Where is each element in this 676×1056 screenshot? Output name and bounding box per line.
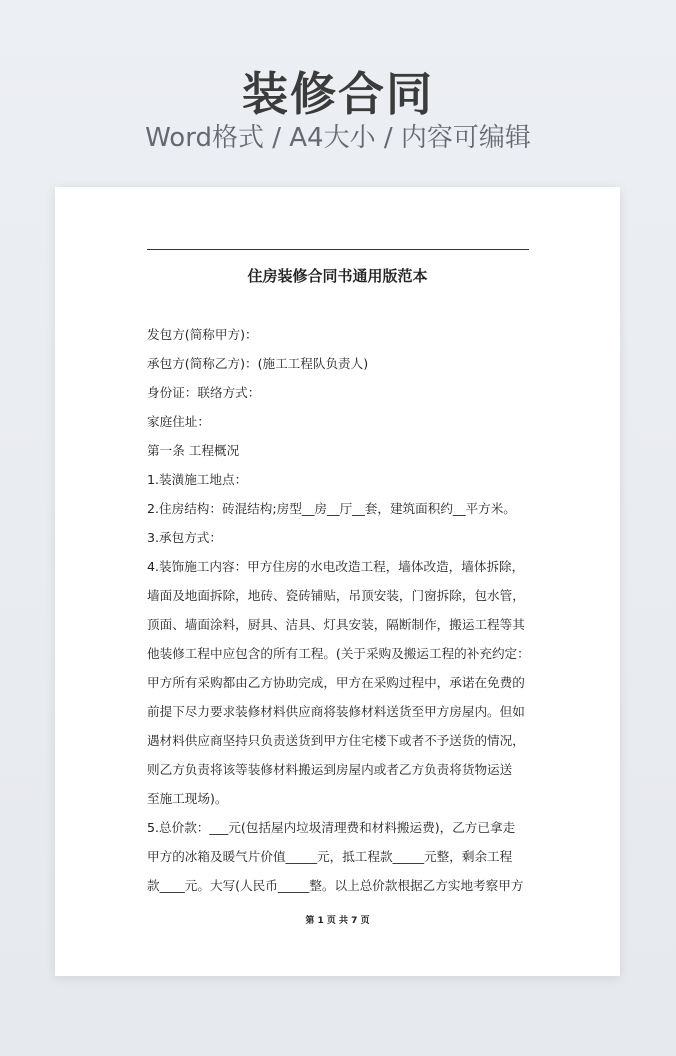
banner-title: 装修合同 <box>242 67 434 121</box>
body-line: 发包方(简称甲方)： <box>147 327 258 342</box>
page-number: 第 1 页 共 7 页 <box>305 916 370 926</box>
body-line: 遇材料供应商坚持只负责送货到甲方住宅楼下或者不予送货的情况， <box>147 733 525 748</box>
body-line: 第一条 工程概况 <box>147 443 240 458</box>
body-line: 1.装潢施工地点： <box>147 472 248 487</box>
body-line: 则乙方负责将该等装修材料搬运到房屋内或者乙方负责将货物运送 <box>147 762 513 777</box>
body-line: 款____元。大写(人民币_____整。以上总价款根据乙方实地考察甲方 <box>147 878 524 893</box>
body-line: 5.总价款：___元(包括屋内垃圾清理费和材料搬运费)，乙方已拿走 <box>147 820 516 835</box>
body-line: 至施工现场)。 <box>147 791 228 806</box>
document-title: 住房装修合同书通用版范本 <box>247 267 428 285</box>
header-rule <box>147 249 529 250</box>
body-line: 家庭住址： <box>147 414 210 429</box>
body-line: 顶面、墙面涂料，厨具、洁具、灯具安装，隔断制作，搬运工程等其 <box>147 617 525 632</box>
body-line: 甲方所有采购都由乙方协助完成，甲方在采购过程中，承诺在免费的 <box>147 675 525 690</box>
document-body <box>147 320 533 900</box>
banner-subtitle: Word格式 / A4大小 / 内容可编辑 <box>145 123 531 153</box>
body-line: 他装修工程中应包含的所有工程。(关于采购及搬运工程的补充约定： <box>147 646 530 661</box>
body-line: 前提下尽力要求装修材料供应商将装修材料送货至甲方房屋内。但如 <box>147 704 525 719</box>
body-line: 4.装饰施工内容：甲方住房的水电改造工程，墙体改造，墙体拆除， <box>147 559 525 574</box>
body-line: 2.住房结构：砖混结构;房型__房__厅__套，建筑面积约__平方米。 <box>147 501 516 516</box>
body-line: 甲方的冰箱及暖气片价值_____元，抵工程款_____元整，剩余工程 <box>147 849 513 864</box>
body-line: 墙面及地面拆除，地砖、瓷砖铺贴，吊顶安装，门窗拆除，包水管， <box>147 588 525 603</box>
body-line: 身份证：联络方式： <box>147 385 261 400</box>
body-line: 承包方(简称乙方)：(施工工程队负责人) <box>147 356 369 371</box>
body-line: 3.承包方式： <box>147 530 222 545</box>
document-page <box>55 187 620 976</box>
